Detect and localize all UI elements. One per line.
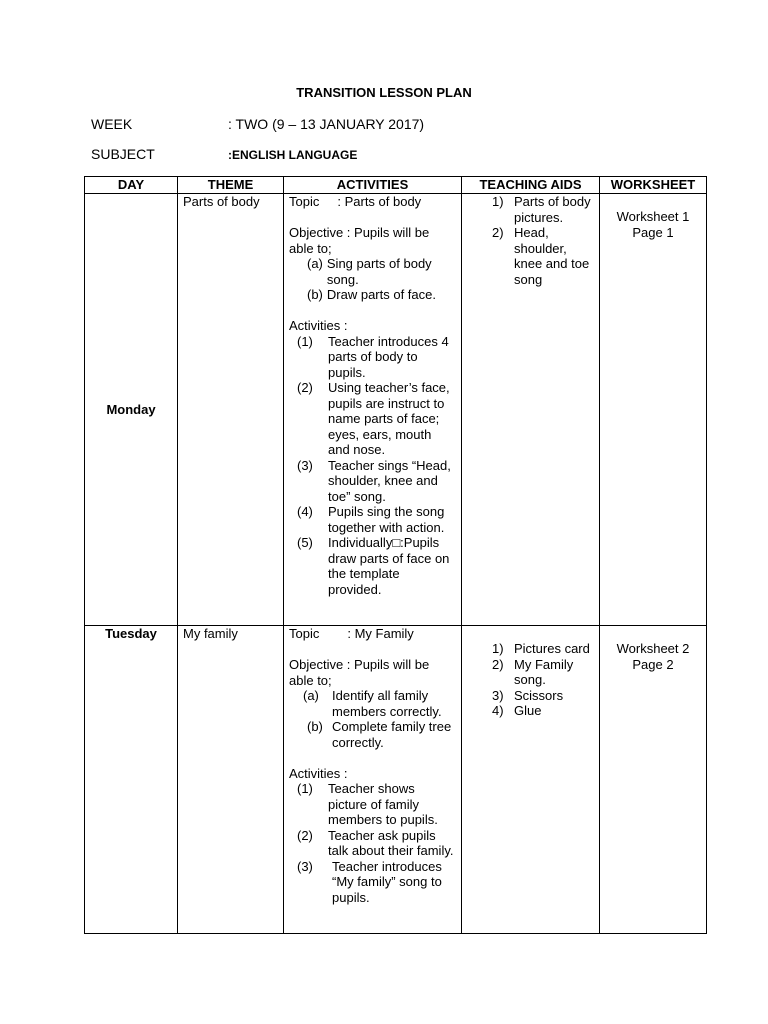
aid-item: 3) Scissors: [492, 687, 564, 703]
topic-line: Topic : My Family: [289, 626, 414, 641]
activity-item: (4) Pupils sing the song together with action.: [297, 504, 445, 535]
header-activities: ACTIVITIES: [284, 177, 462, 194]
activities-cell-monday: [284, 194, 462, 626]
activity-item: (3) Teacher sings “Head, shoulder, knee and toe” song.: [297, 457, 451, 504]
subject-value: :ENGLISH LANGUAGE: [228, 148, 358, 162]
aids-cell-monday: [462, 194, 600, 626]
activity-item: (2) Teacher ask pupils talk about their family.: [297, 827, 454, 858]
aid-item: 1) Parts of body pictures.: [492, 194, 591, 225]
objective-item: (b) Draw parts of face.: [307, 287, 436, 302]
theme-cell-monday: Parts of body: [178, 194, 284, 626]
activities-label: Activities :: [289, 318, 348, 333]
aid-item: 2) Head, shoulder, knee and toe song: [492, 225, 590, 287]
subject-label: SUBJECT: [91, 146, 155, 162]
aid-item: 2) My Family song.: [492, 656, 574, 687]
activities-label: Activities :: [289, 765, 348, 781]
activity-item: (5) Individually□:Pupils draw parts of face on the template provided.: [297, 535, 450, 597]
aids-cell-tuesday: [462, 626, 600, 934]
objective-item: (a) Sing parts of body song.: [307, 256, 432, 287]
day-cell-monday: Monday: [85, 194, 178, 626]
activities-cell-tuesday: [284, 626, 462, 934]
header-theme: THEME: [178, 177, 284, 194]
worksheet-cell-monday: Worksheet 1 Page 1: [600, 194, 707, 626]
topic-line: Topic : Parts of body: [289, 194, 422, 209]
header-worksheet: WORKSHEET: [600, 177, 707, 194]
activity-item: (2) Using teacher’s face, pupils are instruct to name parts of face; eyes, ears, mouth and nose.: [297, 380, 450, 457]
table-row-monday: [85, 194, 707, 626]
week-value: : TWO (9 – 13 JANUARY 2017): [228, 116, 425, 132]
header-day: DAY: [85, 177, 178, 194]
lesson-plan-table: [84, 176, 707, 934]
aid-item: 4) Glue: [492, 703, 542, 718]
objective-item: (b) Complete family tree correctly.: [307, 719, 452, 750]
header-teaching-aids: TEACHING AIDS: [462, 177, 600, 194]
page-title: TRANSITION LESSON PLAN: [296, 85, 472, 100]
objective-line: Objective : Pupils will be able to;: [289, 657, 430, 688]
week-label: WEEK: [91, 116, 133, 132]
day-cell-tuesday: Tuesday: [85, 626, 178, 934]
objective-item: (a) Identify all family members correctly.: [303, 688, 442, 719]
worksheet-cell-tuesday: Worksheet 2 Page 2: [600, 626, 707, 934]
theme-cell-tuesday: My family: [178, 626, 284, 934]
table-header-row: [85, 177, 707, 194]
activity-item: (1) Teacher introduces 4 parts of body to pupils.: [297, 333, 449, 380]
activity-item: (3) Teacher introduces “My family” song to pupils.: [297, 858, 442, 905]
activity-item: (1) Teacher shows picture of family members to pupils.: [297, 781, 438, 827]
aid-item: 1) Pictures card: [492, 641, 590, 656]
table-row-tuesday: [85, 626, 707, 934]
objective-line: Objective : Pupils will be able to;: [289, 225, 430, 256]
